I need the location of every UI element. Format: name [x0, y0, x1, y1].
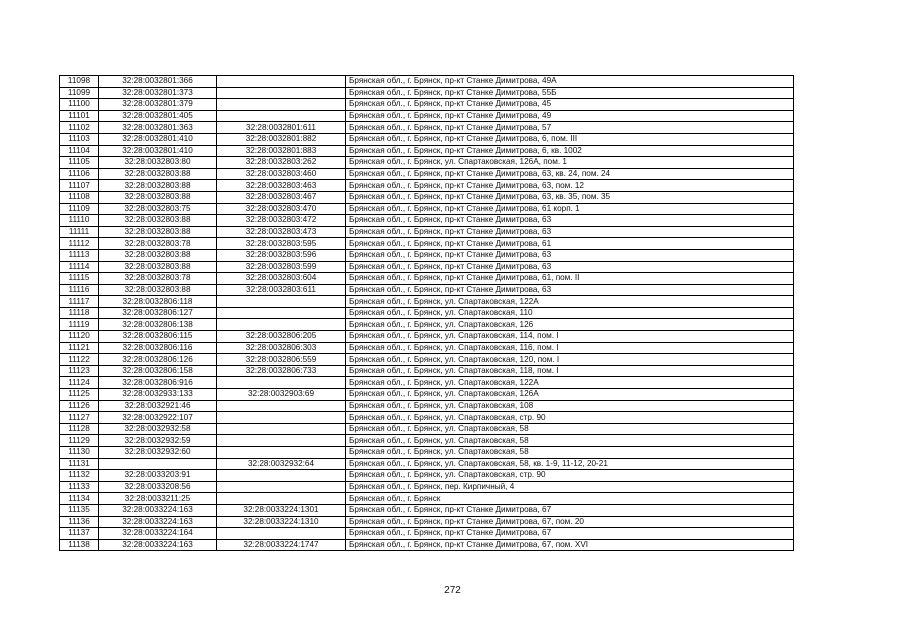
- table-row: [60, 133, 794, 145]
- row-number-cell: 11104: [60, 145, 99, 157]
- cadastral-number-cell: 32:28:0032801:410: [99, 145, 217, 157]
- related-cadastral-number-cell: [217, 470, 346, 482]
- table-row: [60, 203, 794, 215]
- related-cadastral-number-cell: 32:28:0033224:1310: [217, 516, 346, 528]
- cadastral-number-cell: 32:28:0032803:88: [99, 226, 217, 238]
- table-row: [60, 76, 794, 88]
- address-cell: Брянская обл., г. Брянск, пр-кт Станке Димитрова, 49: [346, 110, 794, 122]
- related-cadastral-number-cell: 32:28:0032803:595: [217, 238, 346, 250]
- row-number-cell: 11127: [60, 412, 99, 424]
- address-cell: Брянская обл., г. Брянск, ул. Спартаковская, стр. 90: [346, 412, 794, 424]
- row-number-cell: 11133: [60, 481, 99, 493]
- address-cell: Брянская обл., г. Брянск, пр-кт Станке Димитрова, 6, кв. 1002: [346, 145, 794, 157]
- related-cadastral-number-cell: 32:28:0032803:604: [217, 273, 346, 285]
- address-cell: Брянская обл., г. Брянск, ул. Спартаковская, 110: [346, 307, 794, 319]
- cadastral-number-cell: 32:28:0032806:138: [99, 319, 217, 331]
- address-cell: Брянская обл., г. Брянск, ул. Спартаковская, 108: [346, 400, 794, 412]
- row-number-cell: 11099: [60, 87, 99, 99]
- table-row: [60, 145, 794, 157]
- cadastral-number-cell: 32:28:0033224:164: [99, 528, 217, 540]
- related-cadastral-number-cell: 32:28:0032801:883: [217, 145, 346, 157]
- cadastral-number-cell: 32:28:0033211:25: [99, 493, 217, 505]
- row-number-cell: 11102: [60, 122, 99, 134]
- registry-table: [59, 75, 794, 551]
- cadastral-number-cell: 32:28:0032806:127: [99, 307, 217, 319]
- row-number-cell: 11108: [60, 191, 99, 203]
- row-number-cell: 11132: [60, 470, 99, 482]
- address-cell: Брянская обл., г. Брянск, ул. Спартаковская, 126А: [346, 389, 794, 401]
- cadastral-number-cell: 32:28:0032803:88: [99, 180, 217, 192]
- address-cell: Брянская обл., г. Брянск, пр-кт Станке Димитрова, 61: [346, 238, 794, 250]
- table-row: [60, 365, 794, 377]
- table-row: [60, 284, 794, 296]
- cadastral-number-cell: 32:28:0032803:75: [99, 203, 217, 215]
- address-cell: Брянская обл., г. Брянск, ул. Спартаковская, стр. 90: [346, 470, 794, 482]
- row-number-cell: 11130: [60, 447, 99, 459]
- cadastral-number-cell: 32:28:0032806:115: [99, 331, 217, 343]
- related-cadastral-number-cell: [217, 76, 346, 88]
- address-cell: Брянская обл., г. Брянск, пр-кт Станке Димитрова, 63: [346, 284, 794, 296]
- address-cell: Брянская обл., г. Брянск, пр-кт Станке Димитрова, 6, пом. III: [346, 133, 794, 145]
- table-row: [60, 296, 794, 308]
- cadastral-number-cell: 32:28:0033203:91: [99, 470, 217, 482]
- related-cadastral-number-cell: 32:28:0032801:611: [217, 122, 346, 134]
- table-row: [60, 226, 794, 238]
- related-cadastral-number-cell: [217, 296, 346, 308]
- table-row: [60, 354, 794, 366]
- table-row: [60, 273, 794, 285]
- related-cadastral-number-cell: 32:28:0032801:882: [217, 133, 346, 145]
- row-number-cell: 11117: [60, 296, 99, 308]
- row-number-cell: 11110: [60, 215, 99, 227]
- address-cell: Брянская обл., г. Брянск, пр-кт Станке Димитрова, 55Б: [346, 87, 794, 99]
- cadastral-number-cell: 32:28:0032803:80: [99, 157, 217, 169]
- address-cell: Брянская обл., г. Брянск, ул. Спартаковская, 120, пом. I: [346, 354, 794, 366]
- table-row: [60, 539, 794, 551]
- table-row: [60, 342, 794, 354]
- table-row: [60, 389, 794, 401]
- related-cadastral-number-cell: 32:28:0032932:64: [217, 458, 346, 470]
- address-cell: Брянская обл., г. Брянск: [346, 493, 794, 505]
- related-cadastral-number-cell: [217, 423, 346, 435]
- table-row: [60, 157, 794, 169]
- cadastral-number-cell: 32:28:0032801:410: [99, 133, 217, 145]
- cadastral-number-cell: 32:28:0032801:379: [99, 99, 217, 111]
- related-cadastral-number-cell: 32:28:0032803:262: [217, 157, 346, 169]
- related-cadastral-number-cell: 32:28:0032803:460: [217, 168, 346, 180]
- row-number-cell: 11121: [60, 342, 99, 354]
- related-cadastral-number-cell: [217, 319, 346, 331]
- cadastral-number-cell: [99, 458, 217, 470]
- related-cadastral-number-cell: [217, 87, 346, 99]
- cadastral-number-cell: 32:28:0032801:366: [99, 76, 217, 88]
- table-row: [60, 331, 794, 343]
- row-number-cell: 11114: [60, 261, 99, 273]
- address-cell: Брянская обл., г. Брянск, ул. Спартаковская, 58: [346, 423, 794, 435]
- row-number-cell: 11120: [60, 331, 99, 343]
- address-cell: Брянская обл., г. Брянск, пр-кт Станке Димитрова, 57: [346, 122, 794, 134]
- related-cadastral-number-cell: 32:28:0032803:467: [217, 191, 346, 203]
- address-cell: Брянская обл., г. Брянск, пр-кт Станке Димитрова, 67: [346, 528, 794, 540]
- table-row: [60, 249, 794, 261]
- table-row: [60, 504, 794, 516]
- table-row: [60, 87, 794, 99]
- address-cell: Брянская обл., г. Брянск, ул. Спартаковская, 118, пом. I: [346, 365, 794, 377]
- table-row: [60, 435, 794, 447]
- address-cell: Брянская обл., г. Брянск, пр-кт Станке Димитрова, 63, кв. 35, пом. 35: [346, 191, 794, 203]
- cadastral-number-cell: 32:28:0032801:405: [99, 110, 217, 122]
- table-row: [60, 110, 794, 122]
- address-cell: Брянская обл., г. Брянск, ул. Спартаковская, 122А: [346, 377, 794, 389]
- address-cell: Брянская обл., г. Брянск, пр-кт Станке Димитрова, 49А: [346, 76, 794, 88]
- address-cell: Брянская обл., г. Брянск, ул. Спартаковская, 58, кв. 1-9, 11-12, 20-21: [346, 458, 794, 470]
- cadastral-number-cell: 32:28:0032806:116: [99, 342, 217, 354]
- cadastral-number-cell: 32:28:0032803:88: [99, 168, 217, 180]
- row-number-cell: 11098: [60, 76, 99, 88]
- related-cadastral-number-cell: [217, 412, 346, 424]
- row-number-cell: 11105: [60, 157, 99, 169]
- cadastral-number-cell: 32:28:0032806:916: [99, 377, 217, 389]
- cadastral-number-cell: 32:28:0032932:60: [99, 447, 217, 459]
- row-number-cell: 11115: [60, 273, 99, 285]
- row-number-cell: 11111: [60, 226, 99, 238]
- row-number-cell: 11123: [60, 365, 99, 377]
- related-cadastral-number-cell: [217, 377, 346, 389]
- related-cadastral-number-cell: 32:28:0032803:473: [217, 226, 346, 238]
- table-row: [60, 261, 794, 273]
- cadastral-number-cell: 32:28:0032803:88: [99, 261, 217, 273]
- related-cadastral-number-cell: 32:28:0032803:596: [217, 249, 346, 261]
- related-cadastral-number-cell: [217, 435, 346, 447]
- related-cadastral-number-cell: 32:28:0032903:69: [217, 389, 346, 401]
- cadastral-number-cell: 32:28:0032803:88: [99, 191, 217, 203]
- address-cell: Брянская обл., г. Брянск, ул. Спартаковская, 116, пом. I: [346, 342, 794, 354]
- table-row: [60, 99, 794, 111]
- related-cadastral-number-cell: 32:28:0032803:472: [217, 215, 346, 227]
- table-row: [60, 191, 794, 203]
- cadastral-number-cell: 32:28:0032806:126: [99, 354, 217, 366]
- related-cadastral-number-cell: [217, 110, 346, 122]
- address-cell: Брянская обл., г. Брянск, пр-кт Станке Димитрова, 63: [346, 215, 794, 227]
- table-row: [60, 238, 794, 250]
- row-number-cell: 11109: [60, 203, 99, 215]
- cadastral-number-cell: 32:28:0032803:88: [99, 249, 217, 261]
- address-cell: Брянская обл., г. Брянск, пр-кт Станке Димитрова, 67, пом. 20: [346, 516, 794, 528]
- cadastral-number-cell: 32:28:0032803:88: [99, 215, 217, 227]
- address-cell: Брянская обл., г. Брянск, ул. Спартаковская, 122А: [346, 296, 794, 308]
- cadastral-number-cell: 32:28:0032932:59: [99, 435, 217, 447]
- cadastral-number-cell: 32:28:0032801:363: [99, 122, 217, 134]
- address-cell: Брянская обл., г. Брянск, пр-кт Станке Димитрова, 63: [346, 226, 794, 238]
- table-row: [60, 215, 794, 227]
- address-cell: Брянская обл., г. Брянск, ул. Спартаковская, 114, пом. I: [346, 331, 794, 343]
- address-cell: Брянская обл., г. Брянск, пр-кт Станке Димитрова, 63, кв. 24, пом. 24: [346, 168, 794, 180]
- cadastral-number-cell: 32:28:0032803:78: [99, 238, 217, 250]
- cadastral-number-cell: 32:28:0032933:133: [99, 389, 217, 401]
- cadastral-number-cell: 32:28:0032806:118: [99, 296, 217, 308]
- address-cell: Брянская обл., г. Брянск, пр-кт Станке Димитрова, 45: [346, 99, 794, 111]
- table-row: [60, 423, 794, 435]
- address-cell: Брянская обл., г. Брянск, пр-кт Станке Димитрова, 61, пом. II: [346, 273, 794, 285]
- row-number-cell: 11138: [60, 539, 99, 551]
- cadastral-number-cell: 32:28:0032932:58: [99, 423, 217, 435]
- row-number-cell: 11124: [60, 377, 99, 389]
- table-row: [60, 319, 794, 331]
- cadastral-number-cell: 32:28:0033208:56: [99, 481, 217, 493]
- row-number-cell: 11134: [60, 493, 99, 505]
- row-number-cell: 11135: [60, 504, 99, 516]
- row-number-cell: 11106: [60, 168, 99, 180]
- table-row: [60, 470, 794, 482]
- related-cadastral-number-cell: [217, 481, 346, 493]
- row-number-cell: 11136: [60, 516, 99, 528]
- related-cadastral-number-cell: 32:28:0032806:205: [217, 331, 346, 343]
- row-number-cell: 11100: [60, 99, 99, 111]
- related-cadastral-number-cell: 32:28:0032806:733: [217, 365, 346, 377]
- related-cadastral-number-cell: 32:28:0032803:611: [217, 284, 346, 296]
- related-cadastral-number-cell: [217, 400, 346, 412]
- table-row: [60, 493, 794, 505]
- related-cadastral-number-cell: [217, 99, 346, 111]
- table-row: [60, 400, 794, 412]
- row-number-cell: 11113: [60, 249, 99, 261]
- address-cell: Брянская обл., г. Брянск, пр-кт Станке Димитрова, 67, пом. XVI: [346, 539, 794, 551]
- cadastral-number-cell: 32:28:0032806:158: [99, 365, 217, 377]
- page-number: 272: [444, 585, 461, 596]
- related-cadastral-number-cell: 32:28:0032803:599: [217, 261, 346, 273]
- row-number-cell: 11107: [60, 180, 99, 192]
- row-number-cell: 11137: [60, 528, 99, 540]
- registry-table-body: [60, 76, 794, 551]
- related-cadastral-number-cell: [217, 307, 346, 319]
- address-cell: Брянская обл., г. Брянск, пр-кт Станке Димитрова, 61 корп. 1: [346, 203, 794, 215]
- cadastral-number-cell: 32:28:0032801:373: [99, 87, 217, 99]
- related-cadastral-number-cell: [217, 493, 346, 505]
- address-cell: Брянская обл., г. Брянск, пр-кт Станке Димитрова, 67: [346, 504, 794, 516]
- table-row: [60, 516, 794, 528]
- row-number-cell: 11126: [60, 400, 99, 412]
- table-row: [60, 481, 794, 493]
- table-row: [60, 377, 794, 389]
- address-cell: Брянская обл., г. Брянск, ул. Спартаковская, 58: [346, 447, 794, 459]
- row-number-cell: 11101: [60, 110, 99, 122]
- address-cell: Брянская обл., г. Брянск, ул. Спартаковская, 126А, пом. 1: [346, 157, 794, 169]
- cadastral-number-cell: 32:28:0033224:163: [99, 539, 217, 551]
- address-cell: Брянская обл., г. Брянск, пр-кт Станке Димитрова, 63: [346, 261, 794, 273]
- row-number-cell: 11131: [60, 458, 99, 470]
- address-cell: Брянская обл., г. Брянск, пер. Кирпичный, 4: [346, 481, 794, 493]
- row-number-cell: 11125: [60, 389, 99, 401]
- related-cadastral-number-cell: 32:28:0032806:559: [217, 354, 346, 366]
- row-number-cell: 11118: [60, 307, 99, 319]
- related-cadastral-number-cell: [217, 528, 346, 540]
- cadastral-number-cell: 32:28:0032921:46: [99, 400, 217, 412]
- row-number-cell: 11103: [60, 133, 99, 145]
- related-cadastral-number-cell: 32:28:0032806:303: [217, 342, 346, 354]
- address-cell: Брянская обл., г. Брянск, ул. Спартаковская, 58: [346, 435, 794, 447]
- row-number-cell: 11128: [60, 423, 99, 435]
- row-number-cell: 11112: [60, 238, 99, 250]
- related-cadastral-number-cell: 32:28:0033224:1747: [217, 539, 346, 551]
- table-row: [60, 528, 794, 540]
- related-cadastral-number-cell: 32:28:0033224:1301: [217, 504, 346, 516]
- address-cell: Брянская обл., г. Брянск, ул. Спартаковская, 126: [346, 319, 794, 331]
- related-cadastral-number-cell: [217, 447, 346, 459]
- cadastral-number-cell: 32:28:0033224:163: [99, 516, 217, 528]
- table-row: [60, 180, 794, 192]
- table-row: [60, 447, 794, 459]
- cadastral-number-cell: 32:28:0032922:107: [99, 412, 217, 424]
- table-row: [60, 307, 794, 319]
- table-row: [60, 122, 794, 134]
- related-cadastral-number-cell: 32:28:0032803:470: [217, 203, 346, 215]
- cadastral-number-cell: 32:28:0033224:163: [99, 504, 217, 516]
- address-cell: Брянская обл., г. Брянск, пр-кт Станке Димитрова, 63, пом. 12: [346, 180, 794, 192]
- row-number-cell: 11116: [60, 284, 99, 296]
- table-row: [60, 458, 794, 470]
- row-number-cell: 11119: [60, 319, 99, 331]
- table-row: [60, 412, 794, 424]
- cadastral-number-cell: 32:28:0032803:88: [99, 284, 217, 296]
- table-row: [60, 168, 794, 180]
- row-number-cell: 11122: [60, 354, 99, 366]
- row-number-cell: 11129: [60, 435, 99, 447]
- related-cadastral-number-cell: 32:28:0032803:463: [217, 180, 346, 192]
- cadastral-number-cell: 32:28:0032803:78: [99, 273, 217, 285]
- address-cell: Брянская обл., г. Брянск, пр-кт Станке Димитрова, 63: [346, 249, 794, 261]
